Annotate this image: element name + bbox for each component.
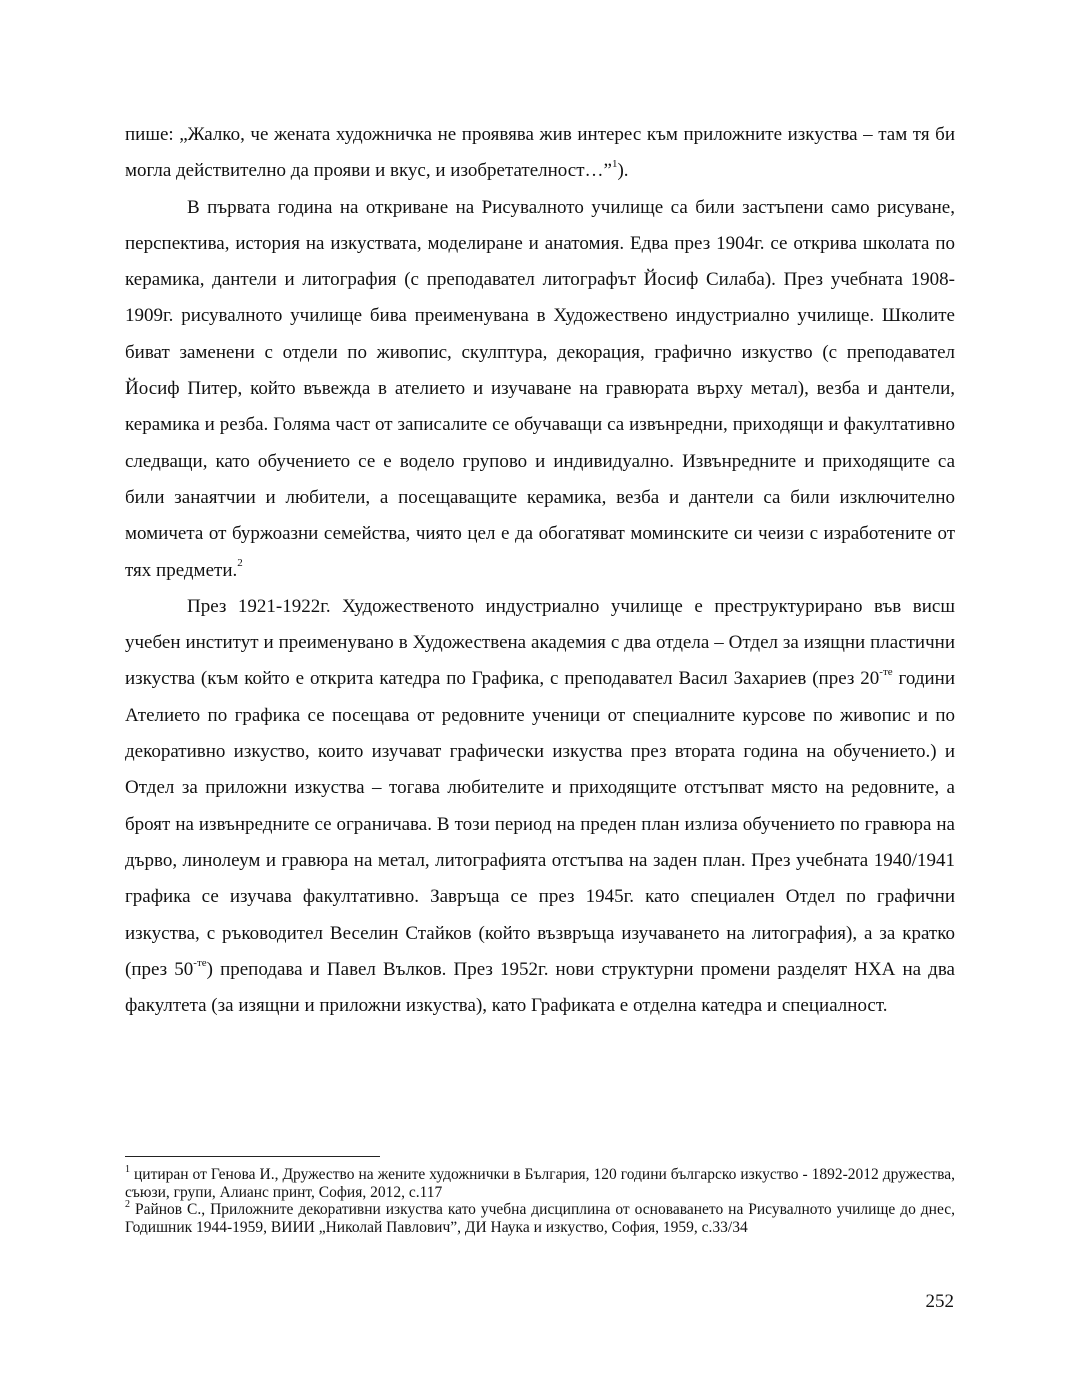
- paragraph: [125, 589, 955, 1025]
- footnote-ref: 1: [611, 157, 618, 170]
- paragraph: [125, 190, 955, 589]
- page-number: 252: [925, 1291, 954, 1312]
- text-run: пише: „Жалко, че жената художничка не проявява жив интерес към приложните изкуства – там тя би могла действително да прояви и вкус, и изобретателност…”: [125, 124, 955, 182]
- paragraph: [125, 117, 955, 190]
- footnotes: [125, 1163, 955, 1236]
- footnote-separator: [125, 1156, 380, 1157]
- footnote-text: цитиран от Генова И., Дружество на жените художнички в България, 120 години българско изкуство - 1892-2012 дружества, съюзи, групи, Алианс принт, София, 2012, с.117: [125, 1166, 955, 1201]
- footnote-number: 1: [125, 1163, 130, 1175]
- footnote-number: 2: [125, 1198, 130, 1210]
- main-text: [125, 117, 955, 1024]
- footnote: [125, 1198, 955, 1236]
- footnote: [125, 1163, 955, 1201]
- footnote-text: Райнов С., Приложните декоративни изкуства като учебна дисциплина от основаването на Рисувалното училище до днес, Годишник 1944-1959, ВИИИ „Николай Павлович”, ДИ Наука и изкуство, София, 1959, с.33/34: [125, 1201, 955, 1236]
- footnote-ref: 2: [237, 557, 243, 570]
- text-run: години Ателието по графика се посещава от редовните ученици от специалните курсове по живопис и по декоративно изкуство, които изучават графически изкуства през втората година на обучението.) и Отдел за приложни изкуства – тогава любителите и приходящите отстъпват място на редовните, а броят на извънредните се ограничава. В този период на преден план излиза обучението по гравюра на дърво, линолеум и гравюра на метал, литографията отстъпва на заден план. През учебната 1940/1941 графика се изучава факултативно. Завръща се през 1945г. като специален Отдел по графични изкуства, с ръководител Веселин Стайков (който възвръща изучаването на литография), а за кратко (през 50: [125, 668, 955, 980]
- superscript-suffix: -те: [879, 666, 893, 679]
- text-run: ) преподава и Павел Вълков. През 1952г. нови структурни промени разделят НХА на два факултета (за изящни и приложни изкуства), като Графиката е отделна катедра и специалност.: [125, 958, 955, 1017]
- superscript-suffix: -те: [193, 956, 207, 969]
- text-run: ).: [617, 160, 629, 182]
- text-run: През 1921-1922г. Художественото индустриално училище е преструктурирано във висш учебен институт и преименувано в Художествена академия с два отдела – Отдел за изящни пластични изкуства (към който е открита катедра по Графика, с преподавател Васил Захариев (през 20: [125, 595, 955, 690]
- text-run: В първата година на откриване на Рисувалното училище са били застъпени само рисуване, перспектива, история на изкуствата, моделиране и анатомия. Едва през 1904г. се открива школата по керамика, дантели и литография (с преподавател литографът Йосиф Силаба). През учебната 1908-1909г. рисувалното училище бива преименувана в Художествено индустриално училище. Школите биват заменени с отдели по живопис, скулптура, декорация, графично изкуство (с преподавател Йосиф Питер, който въвежда в ателието и изучаване на гравюрата върху метал), везба и дантели, керамика и резба. Голяма част от записалите се обучаващи са извънредни, приходящи и факултативно следващи, като обучението се е водело групово и индивидуално. Извънредните и приходящите са били занаятчии и любители, а посещаващите керамика, везба и дантели са били изключително момичета от буржоазни семейства, чиято цел е да обогатяват моминските си чеизи с изработените от тях предмети.: [125, 196, 955, 581]
